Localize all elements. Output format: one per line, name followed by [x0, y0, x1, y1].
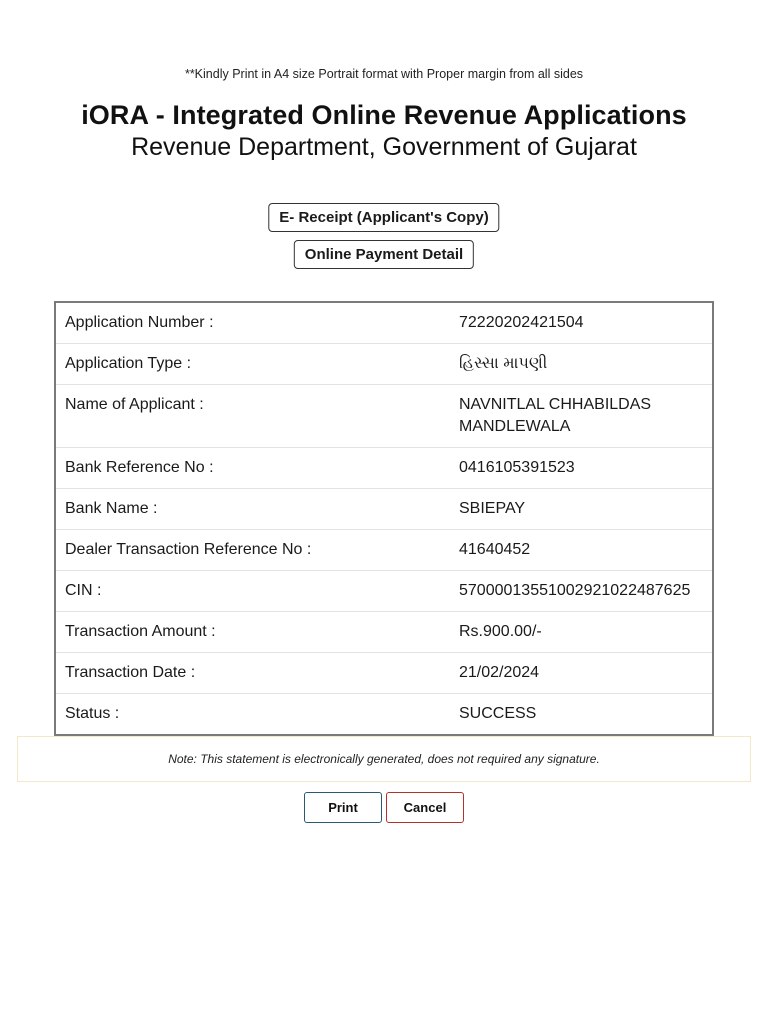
page-subtitle: Revenue Department, Government of Gujarat	[131, 133, 637, 161]
row-value: 72220202421504	[449, 302, 713, 344]
row-label: Application Type :	[55, 344, 449, 385]
row-value: NAVNITLAL CHHABILDAS MANDLEWALA	[449, 385, 713, 448]
row-value: હિસ્સા માપણી	[449, 344, 713, 385]
row-value: 21/02/2024	[449, 653, 713, 694]
row-label: Dealer Transaction Reference No :	[55, 530, 449, 571]
row-label: Transaction Date :	[55, 653, 449, 694]
signature-note: Note: This statement is electronically generated, does not required any signature.	[17, 736, 751, 782]
table-row	[55, 344, 713, 385]
print-button[interactable]: Print	[304, 792, 382, 823]
row-value: Rs.900.00/-	[449, 612, 713, 653]
payment-detail-table	[54, 301, 714, 736]
row-value: 41640452	[449, 530, 713, 571]
row-label: Transaction Amount :	[55, 612, 449, 653]
row-label: Name of Applicant :	[55, 385, 449, 448]
row-label: Application Number :	[55, 302, 449, 344]
row-label: CIN :	[55, 571, 449, 612]
row-label: Bank Name :	[55, 489, 449, 530]
row-value: SBIEPAY	[449, 489, 713, 530]
payment-detail-badge: Online Payment Detail	[294, 240, 474, 269]
table-row	[55, 612, 713, 653]
status-value: SUCCESS	[459, 705, 537, 722]
page-title: iORA - Integrated Online Revenue Applications	[81, 100, 687, 130]
table-row	[55, 448, 713, 489]
table-row	[55, 530, 713, 571]
cancel-button[interactable]: Cancel	[386, 792, 464, 823]
row-label: Status :	[65, 705, 120, 722]
row-value: 57000013551002921022487625	[449, 571, 713, 612]
row-value: 0416105391523	[449, 448, 713, 489]
table-row	[55, 302, 713, 344]
print-instruction: **Kindly Print in A4 size Portrait format with Proper margin from all sides	[184, 67, 584, 81]
table-row	[55, 489, 713, 530]
table-row	[55, 653, 713, 694]
row-label: Bank Reference No :	[55, 448, 449, 489]
table-row	[55, 571, 713, 612]
receipt-badge: E- Receipt (Applicant's Copy)	[268, 203, 499, 232]
table-row	[55, 694, 713, 736]
table-row	[55, 385, 713, 448]
